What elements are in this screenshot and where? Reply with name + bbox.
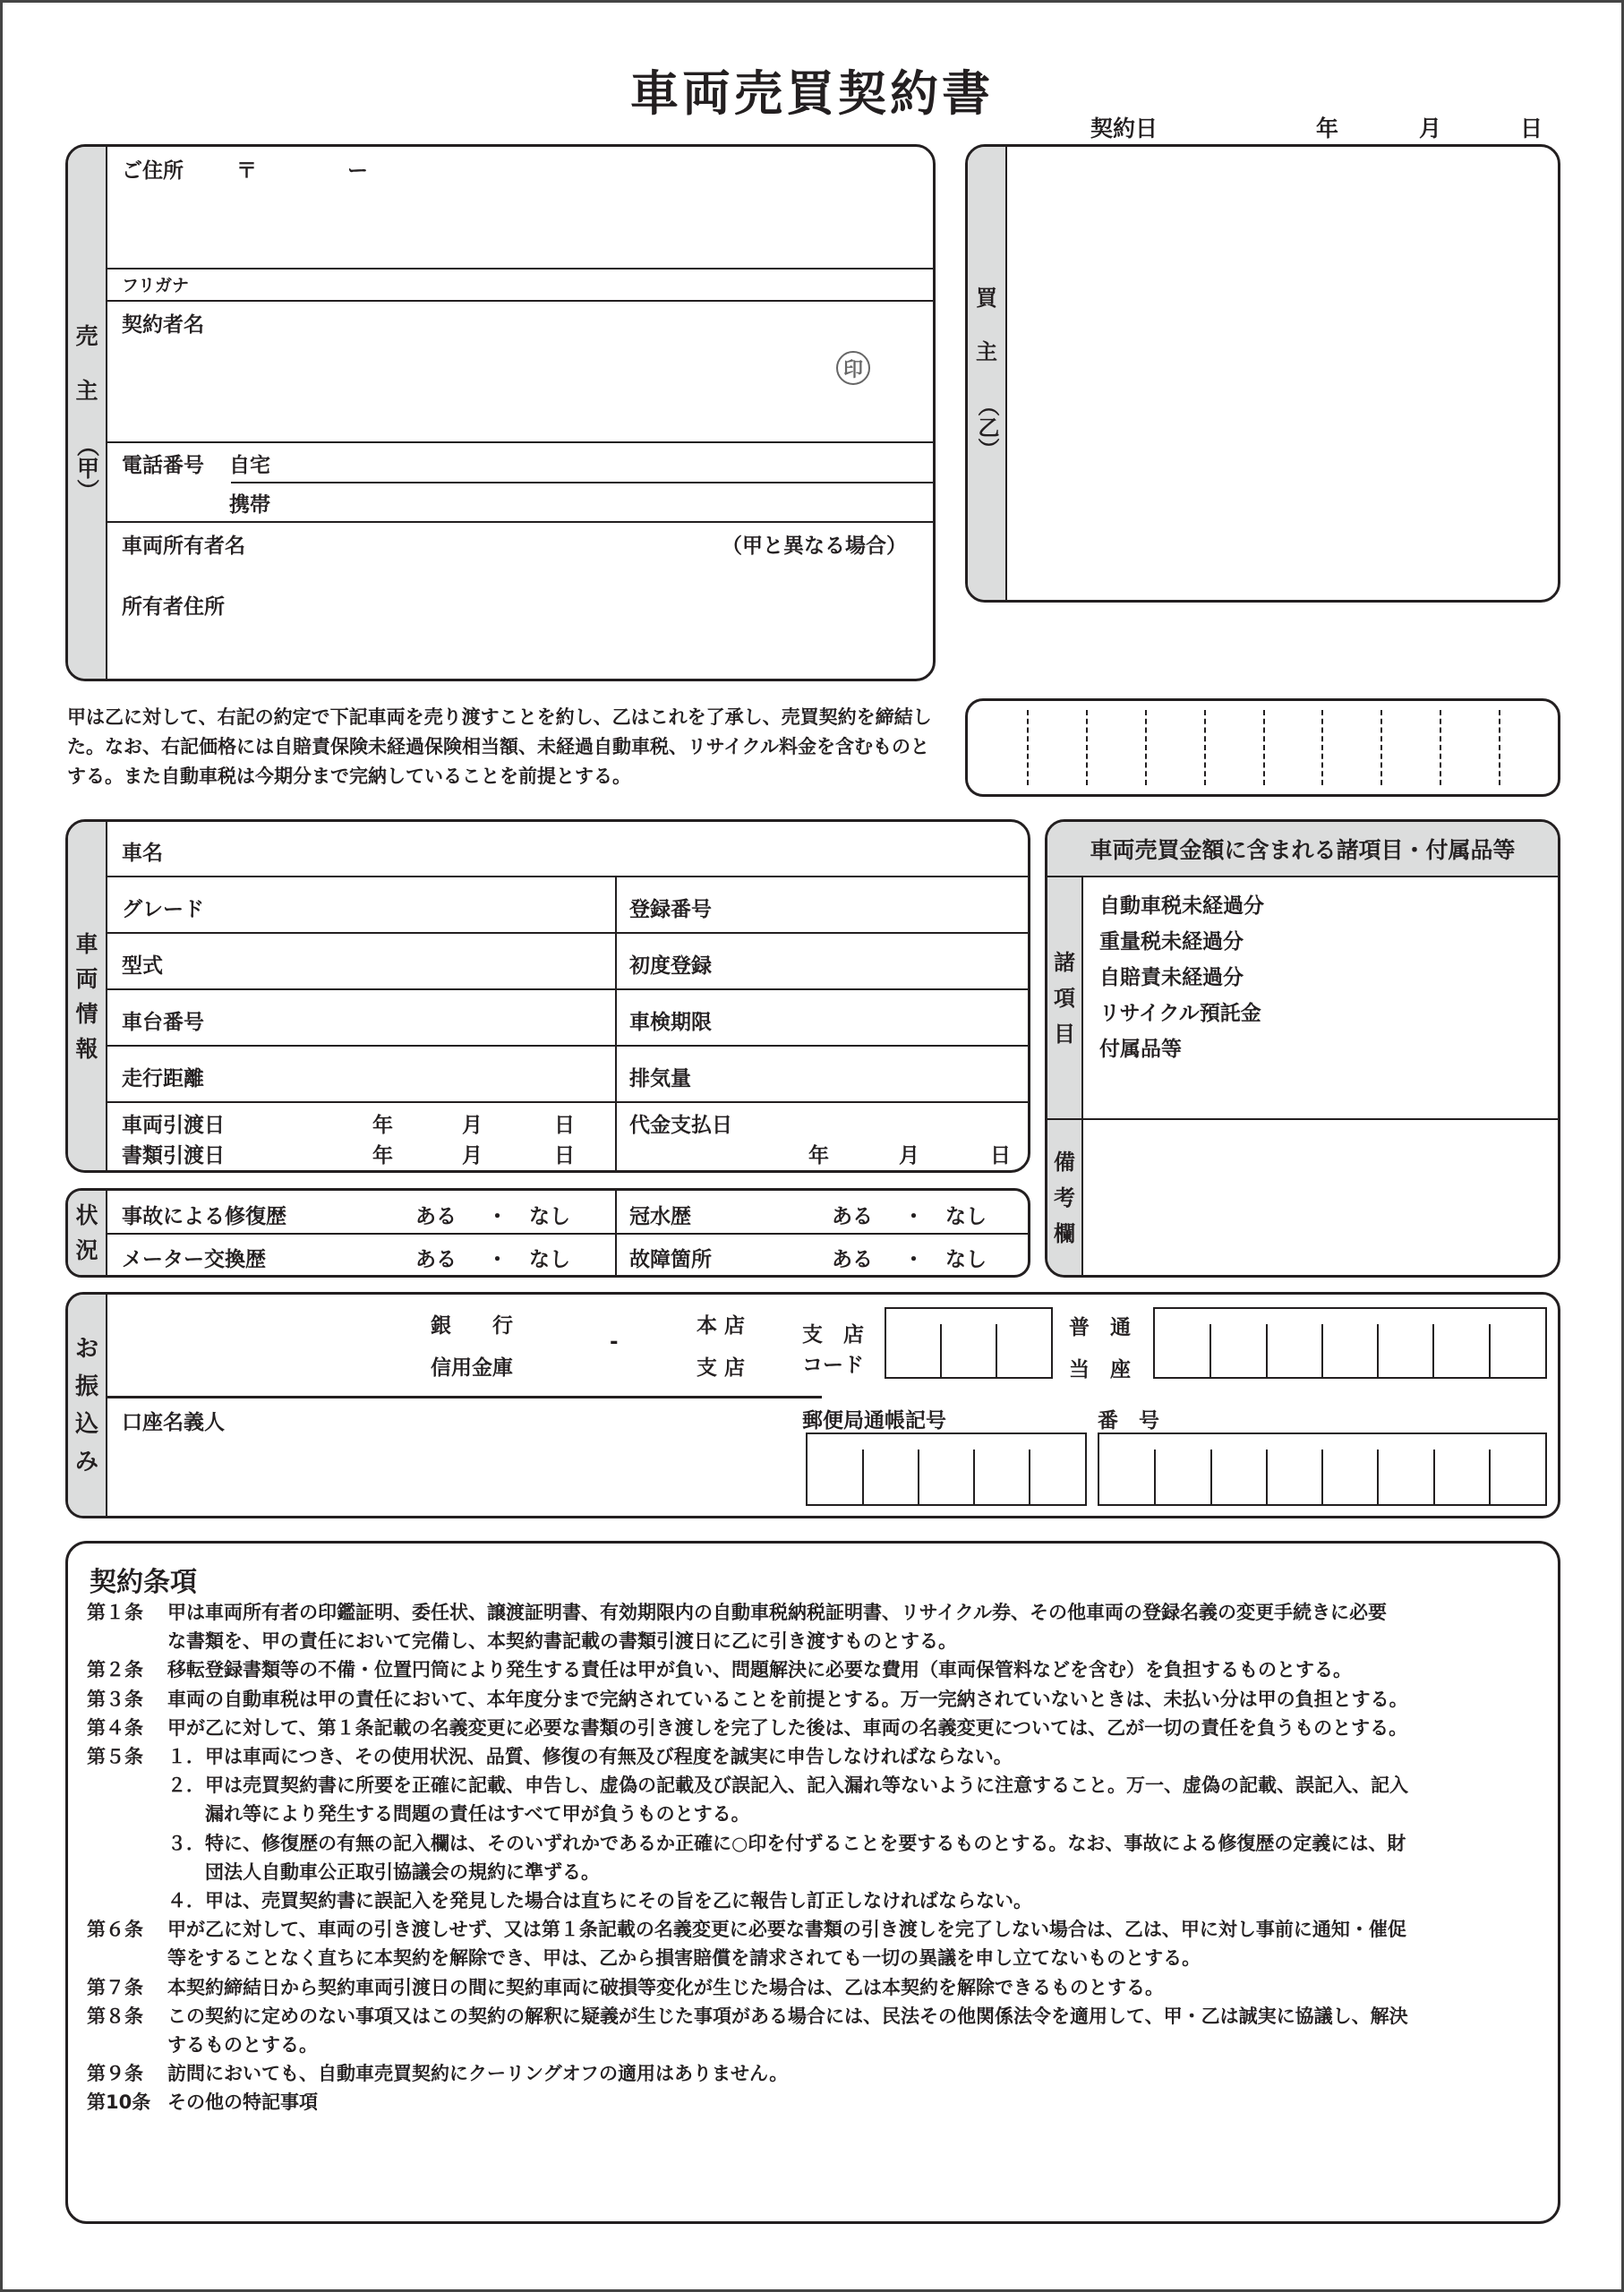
digit-cell-divider [1432,1324,1434,1377]
clause-text: 漏れ等により発生する問題の責任はすべて甲が負うものとする。 [167,1803,750,1826]
first-registration-label: 初度登録 [629,954,712,978]
vehicle-info-section [65,819,1030,1173]
clause-text: その他の特記事項 [167,2091,318,2114]
mileage-label: 走行距離 [122,1067,204,1090]
payment-date-field[interactable] [695,1130,1028,1173]
contract-date-label: 契約日 [1090,115,1158,141]
current-account-option[interactable]: 当 座 [1069,1358,1131,1381]
clause-text: 甲が乙に対して、車両の引き渡しせず、又は第１条記載の名義変更に必要な書類の引き渡しを完了しない場合は、乙は、甲に対し事前に通知・催促 [167,1919,1406,1941]
remarks-side-label: 備 考 欄 [1047,1120,1083,1275]
clause-number: 第９条 [87,2063,143,2085]
buyer-side-label: 買 主 （乙） [968,147,1007,600]
clause-number: 第４条 [87,1716,143,1739]
clause-text: 団法人自動車公正取引協議会の規約に準ずる。 [167,1860,600,1883]
owner-note: （甲と異なる場合） [722,535,907,558]
price-digit-divider [1263,710,1265,785]
price-digit-divider [1380,710,1382,785]
chassis-number-label: 車台番号 [122,1011,204,1034]
head-office-label[interactable]: 本 店 [697,1314,746,1338]
remarks-field[interactable] [1085,1120,1558,1275]
chassis-number-field[interactable] [220,990,614,1044]
branch-code-input[interactable] [885,1307,1053,1379]
malfunction-yes[interactable]: ある [832,1248,873,1271]
address-label: ご住所 [122,159,184,183]
flood-history-yes[interactable]: ある [832,1205,873,1228]
delivery-date-fields[interactable] [247,1103,605,1173]
items-side-label: 諸 項 目 [1047,877,1083,1119]
clause-number: 第６条 [87,1919,143,1941]
clause-text: この契約に定めのない事項又はこの契約の解釈に疑義が生じた事項がある場合には、民法その他関係法令を適用して、甲・乙は誠実に協議し、解決 [167,2005,1408,2027]
digit-cell-divider [862,1450,864,1504]
terms-clause-line [87,1685,1408,1714]
phone-label: 電話番号 [122,454,204,477]
clause-text: するものとする。 [167,2034,318,2056]
inspection-expiry-field[interactable] [722,990,1028,1044]
clause-number: 第３条 [87,1688,143,1710]
document-delivery-day: 日 [554,1144,575,1167]
digit-cell-divider [918,1450,919,1504]
included-items-header: 車両売買金額に含まれる諸項目・付属品等 [1047,822,1558,877]
flood-history-label: 冠水歴 [629,1205,691,1228]
vehicle-side-label: 車 両 情 報 [68,822,107,1170]
digit-cell-divider [1209,1324,1211,1377]
digit-cell-divider [1433,1450,1435,1504]
digit-cell-divider [1321,1324,1323,1377]
contract-date-year: 年 [1316,115,1339,141]
malfunction-no[interactable]: なし [945,1248,987,1271]
owner-address-field[interactable] [247,577,933,675]
bank-label[interactable]: 銀 行 [431,1314,513,1338]
price-digit-divider [1204,710,1206,785]
included-item: 自動車税未経過分 [1099,894,1264,918]
home-phone-label: 自宅 [229,454,270,477]
digit-cell-divider [973,1450,975,1504]
account-holder-label: 口座名義人 [122,1411,225,1434]
digit-cell-divider [1377,1450,1379,1504]
postal-symbol-input[interactable] [806,1432,1087,1506]
bank-dash: - [610,1330,619,1354]
terms-clause-line [87,1829,1406,1858]
mobile-phone-field[interactable] [283,483,933,521]
accident-history-no[interactable]: なし [529,1205,570,1228]
mobile-phone-label: 携帯 [229,493,270,517]
terms-clause-line [87,2088,318,2117]
postal-number-label: 番 号 [1098,1409,1159,1432]
seller-section [65,144,936,681]
grade-field[interactable] [220,877,614,931]
clause-text: な書類を、甲の責任において完備し、本契約書記載の書類引渡日に乙に引き渡すものとする。 [167,1630,957,1653]
clause-text: ４．甲は、売買契約書に誤記入を発見した場合は直ちにその旨を乙に報告し訂正しなければならない。 [167,1890,1032,1911]
digit-cell-divider [1210,1450,1212,1504]
meter-replacement-no[interactable]: なし [529,1248,570,1271]
contractor-name-label: 契約者名 [122,313,204,337]
owner-address-label: 所有者住所 [122,595,225,619]
price-digit-divider [1145,710,1147,785]
clause-text: ２．甲は売買契約書に所要を正確に記載、申告し、虚偽の記載及び誤記入、記入漏れ等ないように注意すること。万一、虚偽の記載、誤記入、記入 [167,1775,1408,1797]
payment-date-year: 年 [808,1144,829,1167]
clause-text: 訪問においても、自動車売買契約にクーリングオフの適用はありません。 [167,2063,789,2085]
digit-cell-divider [1377,1324,1379,1377]
terms-clause-line [87,1944,1201,1972]
home-phone-field[interactable] [283,443,933,481]
digit-cell-divider [1154,1450,1156,1504]
transfer-side-label: お 振 込 み [68,1295,107,1516]
price-digit-divider [1499,710,1500,785]
clause-text: 移転登録書類等の不備・位置円筒により発生する責任は甲が負い、問題解決に必要な費用（車両保管料などを含む）を負担するものとする。 [167,1659,1352,1681]
payment-date-label: 代金支払日 [629,1114,732,1137]
registration-number-label: 登録番号 [629,898,712,921]
accident-history-label: 事故による修復歴 [122,1205,286,1228]
clause-number: 第７条 [87,1976,143,1998]
terms-clause-line [87,1598,1387,1627]
digit-cell-divider [1266,1324,1268,1377]
included-item: 重量税未経過分 [1099,930,1244,954]
contractor-name-field[interactable] [109,302,933,441]
terms-clause-line [87,2002,1408,2031]
clause-text: 甲が乙に対して、第１条記載の名義変更に必要な書類の引き渡しを完了した後は、車両の名義変更については、乙が一切の責任を負うものとする。 [167,1716,1408,1739]
clause-text: 本契約締結日から契約車両引渡日の間に契約車両に破損等変化が生じた場合は、乙は本契約を解除できるものとする。 [167,1976,1164,1998]
flood-history-sep: ・ [903,1205,924,1228]
included-item: 自賠責未経過分 [1099,966,1244,989]
flood-history-no[interactable]: なし [945,1205,987,1228]
meter-replacement-sep: ・ [487,1248,508,1271]
clause-number: 第１条 [87,1602,143,1623]
terms-clause-line [87,1886,1032,1915]
vehicle-delivery-month: 月 [462,1114,483,1137]
meter-replacement-yes[interactable]: ある [415,1248,457,1271]
terms-clause-line [87,2031,318,2059]
furigana-field[interactable] [211,269,933,298]
postal-dash: ー [347,159,368,183]
price-digit-divider [1440,710,1441,785]
car-name-field[interactable] [175,824,1028,874]
malfunction-label: 故障箇所 [629,1248,712,1271]
displacement-label: 排気量 [629,1067,691,1090]
account-holder-field[interactable] [122,1438,820,1514]
contract-date-day: 日 [1520,115,1543,141]
payment-date-day: 日 [990,1144,1011,1167]
included-item: 付属品等 [1099,1038,1182,1061]
mileage-field[interactable] [220,1047,614,1100]
buyer-section [965,144,1560,603]
model-field[interactable] [184,934,614,988]
postal-symbol-label: 郵便局通帳記号 [802,1409,946,1432]
terms-clause-line [87,1800,750,1828]
terms-clause-line [87,1714,1407,1742]
registration-number-field[interactable] [722,877,1028,931]
document-delivery-year: 年 [372,1144,393,1167]
grade-label: グレード [122,898,204,921]
clause-text: １．甲は車両につき、その使用状況、品質、修復の有無及び程度を誠実に申告しなければならない。 [167,1746,1013,1767]
furigana-label: フリガナ [122,276,190,295]
clause-text: ３．特に、修復歴の有無の記入欄は、そのいずれかであるか正確に○印を付ずることを要するものとする。なお、事故による修復歴の定義には、財 [167,1832,1406,1854]
accident-history-yes[interactable]: ある [415,1205,457,1228]
condition-side-label: 状 況 [68,1191,107,1275]
clause-text: 等をすることなく直ちに本契約を解除でき、甲は、乙から損害賠償を請求されても一切の異議を申し立てないものとする。 [167,1947,1201,1970]
owner-name-field[interactable] [274,523,704,559]
seal-icon: 印 [836,351,870,385]
condition-section [65,1188,1030,1278]
clause-number: 第10条 [87,2091,151,2114]
price-digit-divider [1321,710,1323,785]
clause-number: 第２条 [87,1659,143,1681]
terms-clause-line [87,1973,1164,2002]
seller-side-label: 売 主 （甲） [68,147,107,679]
included-items-section [1045,819,1560,1278]
terms-clause-line [87,1915,1406,1944]
vehicle-delivery-label: 車両引渡日 [122,1114,225,1137]
buyer-field[interactable] [1009,147,1558,600]
inspection-expiry-label: 車検期限 [629,1011,712,1034]
terms-clause-line [87,1858,600,1886]
digit-cell-divider [1029,1450,1030,1504]
included-items-field[interactable] [1316,879,1558,1117]
contract-date-month: 月 [1419,115,1442,141]
document-delivery-label: 書類引渡日 [122,1144,225,1167]
accident-history-sep: ・ [487,1205,508,1228]
digit-cell-divider [1266,1450,1268,1504]
ordinary-account-option[interactable]: 普 通 [1069,1316,1131,1339]
terms-heading: 契約条項 [90,1567,197,1598]
first-registration-field[interactable] [722,934,1028,988]
agreement-text: 甲は乙に対して、右記の約定で下記車両を売り渡すことを約し、乙はこれを了承し、売買契約を締結した。なお、右記価格には自賠責保険未経過保険相当額、未経過自動車税、リサイクル料金を含むものとする。また自動車税は今期分まで完納していることを前提とする。 [67,706,932,787]
malfunction-sep: ・ [903,1248,924,1271]
account-number-input[interactable] [1153,1307,1547,1379]
car-name-label: 車名 [122,842,163,865]
document-delivery-month: 月 [462,1144,483,1167]
included-item: リサイクル預託金 [1099,1002,1261,1025]
terms-clause-line [87,1655,1352,1684]
page-title: 車両売買契約書 [630,65,994,122]
postal-mark: 〒 [236,159,257,183]
price-digit-divider [1027,710,1029,785]
clause-number: 第５条 [87,1746,143,1767]
clause-text: 甲は車両所有者の印鑑証明、委任状、譲渡証明書、有効期限内の自動車税納税証明書、リサイクル券、その他車両の登録名義の変更手続きに必要 [167,1602,1388,1623]
vehicle-delivery-day: 日 [554,1114,575,1137]
digit-cell-divider [1489,1324,1491,1377]
vehicle-delivery-year: 年 [372,1114,393,1137]
terms-clause-line [87,2059,788,2088]
bank-transfer-section [65,1292,1560,1518]
credit-union-label[interactable]: 信用金庫 [431,1356,513,1380]
special-notes-field[interactable] [86,2109,1540,2203]
clause-text: 車両の自動車税は甲の責任において、本年度分まで完納されていることを前提とする。万一完納されていないときは、未払い分は甲の負担とする。 [167,1688,1408,1710]
account-type-label [1069,1307,1131,1391]
price-input-box[interactable] [965,698,1560,797]
terms-clause-line [87,1742,1013,1771]
digit-cell-divider [940,1324,942,1377]
branch-code-label: 支 店 コード [802,1323,864,1377]
terms-clause-line [87,1771,1408,1800]
postal-number-input[interactable] [1098,1432,1547,1506]
branch-label[interactable]: 支 店 [697,1356,746,1380]
digit-cell-divider [996,1324,997,1377]
owner-name-label: 車両所有者名 [122,535,245,558]
clause-number: 第８条 [87,2005,143,2027]
address-field[interactable] [109,183,933,269]
displacement-field[interactable] [704,1047,1028,1100]
meter-replacement-label: メーター交換歴 [122,1248,266,1271]
digit-cell-divider [1321,1450,1323,1504]
payment-date-month: 月 [899,1144,919,1167]
bank-name-field[interactable] [122,1300,417,1390]
digit-cell-divider [1489,1450,1491,1504]
model-label: 型式 [122,954,163,978]
price-digit-divider [1086,710,1088,785]
terms-clause-line [87,1627,957,1655]
